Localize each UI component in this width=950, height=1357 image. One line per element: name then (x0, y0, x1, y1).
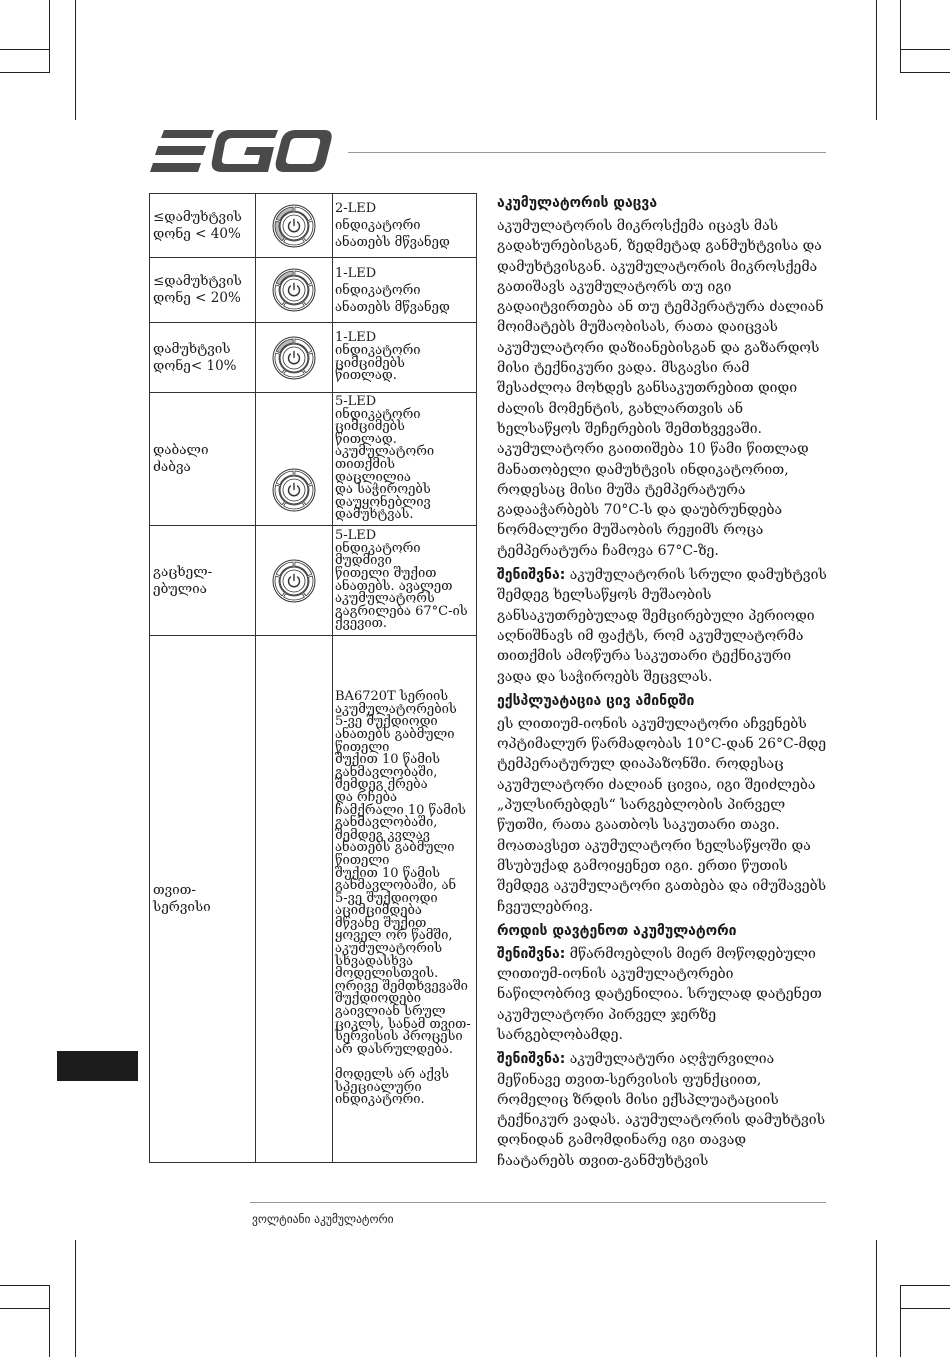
note-paragraph (497, 565, 827, 687)
desc-line: ინდიკატორი (335, 540, 421, 556)
desc-cell (333, 393, 477, 526)
desc-line: ჩამქრალი 10 წამის (335, 802, 466, 818)
desc-cell (333, 526, 477, 636)
note-label: შენიშვნა: (497, 567, 566, 584)
desc-line: წითელი (335, 739, 390, 755)
battery-button-1led-icon (256, 267, 332, 313)
desc-line: აკუმულატორის (335, 941, 443, 957)
battery-button-1led-blink-icon (256, 335, 332, 381)
desc-line: 5-ვე შუქდიოდი (335, 890, 438, 906)
footer-text: ვოლტიანი აკუმულატორი (252, 1212, 394, 1226)
note-text: მწარმოებლის მიერ მოწოდებული ლითიუმ-იონის აკუმულატორები ნაწილობრივ დატენილია. სრულად დატენეთ აკუმულატორი პირველ ჯერზე სარგებლობამდე. (497, 945, 822, 1043)
desc-line: 5-LED (335, 394, 377, 410)
crop-mark (900, 0, 901, 72)
desc-line: დაცლილია (335, 469, 411, 485)
desc-line: არ დასრულდება. (335, 1041, 453, 1057)
section-title-when-to-charge: როდის დავტენოთ აკუმულატორი (497, 922, 737, 939)
desc-line: ინდიკატორი (335, 406, 421, 422)
desc-line: აციმციმდება (335, 903, 422, 919)
desc-line: ინდიკატორი. (335, 1092, 425, 1108)
desc-line: განმავლობაში, (335, 764, 438, 780)
crop-mark (0, 1308, 50, 1309)
crop-mark (900, 72, 950, 73)
desc-line: ანათებს მწვანედ (335, 235, 450, 250)
desc-line: და რჩება (335, 789, 398, 805)
desc-line: ორივე შემთხვევაში (335, 978, 468, 994)
section-body: აკუმულატორის მიკროსქემა იცავს მას გადახურებისგან, ზედმეტად განმუხტვისა და დამუხტვისგან. აკუმულატორის მიკროსქემა გათიშავს აკუმულატორს თუ იგი გადაიტვირთება ან თუ ტემპერატურა ძალიან მოიმატებს მუშაობისას, რათა დაიცვას აკუმულატორი დაზიანებისგან და გაზარდოს მისი ტექნიკური ვადა. მსგავსი რამ შესაძლოა მოხდეს განსაკუთრებით დიდი ძალის მომენტის, გახლართვის ან ხელსაწყოს შეჩერების შემთხვევაში. აკუმულატორი გაითიშება 10 წამი წითლად მანათობელი დამუხტვის ინდიკატორით, როდესაც მისი მუშა ტემპერატურა გადააჭარბებს 70°C-ს და დაუბრუნდება ნორმალური მუშაობის რეჟიმს როცა ტემპერატურა ჩამოვა 67°C-ზე. (497, 218, 824, 559)
desc-line: შუქდიოდები (335, 991, 422, 1007)
table-row (150, 323, 477, 393)
desc-line: და საჭიროებს (335, 482, 431, 498)
desc-line: წითელი შუქით (335, 565, 437, 581)
desc-line: გაგრილება 67°C-ის (335, 603, 468, 619)
desc-line: წითლად. (335, 431, 397, 447)
icon-cell (256, 636, 333, 1163)
note-label: შენიშვნა: (497, 945, 566, 962)
desc-line: აკუმულატორს (335, 591, 435, 607)
battery-led-ring (271, 558, 317, 604)
state-cell: თვით- სერვისი (150, 636, 256, 1163)
desc-line: მუდმივი (335, 553, 392, 569)
desc-line: ციკლს, სანამ თვით- (335, 1016, 471, 1032)
header-rule (348, 152, 826, 153)
battery-button-2led-icon (256, 203, 332, 249)
desc-line: წითელი (335, 852, 390, 868)
crop-mark (900, 1285, 950, 1286)
desc-line: განმავლობაში, ან (335, 878, 457, 894)
table-row (150, 194, 477, 258)
section-body: ეს ლითიუმ-იონის აკუმულატორი აჩვენებს ოპტიმალურ წარმადობას 10°C-დან 26°C-მდე ტემპერატურულ დიაპაზონში. როდესაც აკუმულატორი ძალიან ცივია, იგი შეიძლება „პულსირებდეს“ სარგებლობის პირველ წუთში, რათა გაათბოს საკუთარი თავი. მოათავსეთ აკუმულატორი ხელსაწყოში და მსუბუქად გამოიყენეთ იგი. ერთი წუთის შემდეგ აკუმულატორი გათბება და იმუშავებს ჩვეულებრივ. (497, 715, 827, 915)
ego-logo (150, 130, 332, 172)
desc-line: ყოველ ორ წამში, (335, 928, 453, 944)
state-cell: დაბალი ძაბვა (150, 393, 256, 526)
note-text: აკუმულატური აღჭურვილია მეწინავე თვით-სერვისის ფუნქციით, რომელიც ზრდის მისი ექსპლუატაციის ტექნიკურ ვადას. აკუმულატორის დამუხტვის დონიდან გამომდინარე იგი თავად ჩაატარებს თვით-განმუხტვის (497, 1051, 826, 1169)
battery-button-5led-red-icon (256, 467, 332, 513)
desc-line: 5-ვე შუქდიოდი (335, 714, 438, 730)
crop-mark (0, 72, 50, 73)
desc-line: თითქმის (335, 457, 396, 472)
note-paragraph (497, 944, 827, 1045)
table-row (150, 258, 477, 323)
crop-mark (900, 1308, 950, 1309)
crop-mark (876, 0, 877, 120)
desc-line: ანათებს გაბმული (335, 840, 455, 856)
battery-led-ring (271, 467, 317, 513)
icon-cell (256, 323, 333, 393)
state-cell: დამუხტვის დონე< 10% (150, 323, 256, 393)
battery-led-ring (271, 203, 317, 249)
desc-cell (333, 194, 477, 258)
desc-line: ინდიკატორი (335, 342, 421, 358)
desc-line: ინდიკატორი (335, 282, 421, 298)
indicator-table (149, 193, 477, 1163)
desc-line: 2-LED (335, 201, 377, 216)
desc-line: გაივლიან სრულ (335, 1004, 446, 1020)
footer-rule (250, 1202, 826, 1203)
desc-line: 1-LED (335, 265, 377, 281)
desc-line: დამუხტვას. (335, 507, 414, 523)
table-row (150, 393, 477, 526)
section-tab (57, 1051, 138, 1081)
crop-mark (49, 1285, 50, 1357)
crop-mark (0, 49, 50, 50)
desc-line: BA6720T სერიის (335, 689, 449, 705)
desc-line: დაუყონებლივ (335, 494, 431, 510)
crop-mark (75, 0, 76, 120)
battery-led-ring (271, 335, 317, 381)
crop-mark (49, 0, 50, 72)
desc-cell (333, 258, 477, 323)
icon-cell (256, 194, 333, 258)
right-column (497, 193, 827, 1175)
desc-line: მწვანე შუქით (335, 915, 427, 931)
desc-line: სპეციალური (335, 1079, 422, 1095)
desc-line: შემდეგ კვლავ (335, 827, 431, 843)
table-row (150, 526, 477, 636)
note-label: შენიშვნა: (497, 1051, 566, 1068)
crop-mark (75, 1240, 76, 1357)
section-title-battery-protection: აკუმულატორის დაცვა (497, 195, 658, 211)
crop-mark (0, 1285, 50, 1286)
desc-line: მოდელისთვის. (335, 966, 439, 982)
desc-line: სხვადასხვა (335, 953, 414, 969)
desc-line: სერვისის პროცესი (335, 1029, 463, 1045)
desc-line: ანათებს გაბმული (335, 726, 455, 742)
desc-line: ციმციმებს (335, 419, 405, 435)
desc-line: ინდიკატორი (335, 218, 421, 233)
desc-line: შუქით 10 წამის (335, 752, 441, 768)
note-text: აკუმულატორის სრული დამუხტვის შემდეგ ხელსაწყოს მუშაობის განსაკუთრებულად შემცირებული პერიოდი აღნიშნავს იმ ფაქტს, რომ აკუმულატორმა თითქმის ამოწურა საკუთარი ტექნიკური ვადა და საჭიროებს შეცვლას. (497, 567, 827, 685)
desc-cell (333, 323, 477, 393)
note-paragraph (497, 1049, 827, 1171)
battery-button-5led-overheat-icon (256, 558, 332, 604)
section-title-cold-weather: ექსპლუატაცია ცივ ამინდში (497, 692, 695, 709)
crop-mark (900, 49, 950, 50)
desc-line: ანათებს. ავალეთ (335, 578, 453, 594)
icon-cell (256, 258, 333, 323)
desc-line: ციმციმებს (335, 355, 405, 371)
state-cell: გაცხელ- ებულია (150, 526, 256, 636)
desc-line: წითლად. (335, 368, 397, 384)
icon-cell (256, 526, 333, 636)
table-row (150, 636, 477, 1163)
state-cell: ≤დამუხტვის დონე < 20% (150, 258, 256, 323)
desc-line: განმავლობაში, (335, 815, 438, 831)
desc-line: შემდეგ ქრება (335, 777, 428, 793)
icon-cell (256, 393, 333, 526)
desc-line: 1-LED (335, 330, 377, 346)
desc-line: 5-LED (335, 528, 377, 544)
desc-line: ანათებს მწვანედ (335, 299, 450, 315)
desc-line: მოდელს არ აქვს (335, 1067, 449, 1083)
desc-line: აკუმულატორების (335, 701, 457, 717)
crop-mark (876, 1240, 877, 1357)
desc-line: ქვევით. (335, 616, 387, 632)
battery-led-ring (271, 267, 317, 313)
desc-line: შუქით 10 წამის (335, 865, 441, 881)
state-cell: ≤დამუხტვის დონე < 40% (150, 194, 256, 258)
desc-line: აკუმულატორი (335, 444, 435, 460)
crop-mark (900, 1285, 901, 1357)
desc-cell (333, 636, 477, 1163)
